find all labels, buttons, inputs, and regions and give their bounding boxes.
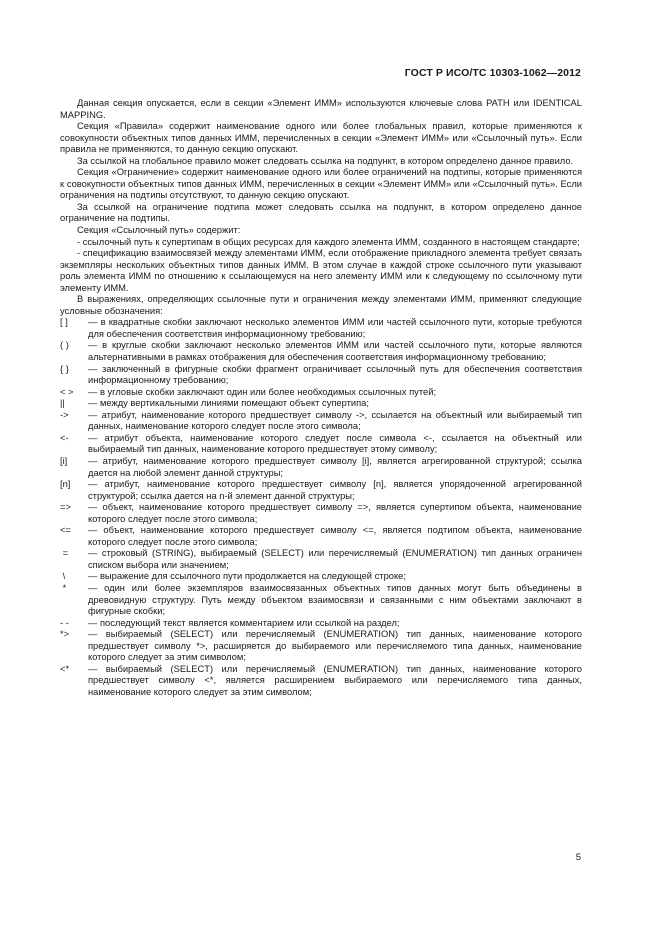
list-item: - ссылочный путь к супертипам в общих ресурсах для каждого элемента ИММ, созданного в настоящем стандарте; bbox=[77, 236, 580, 247]
notation-symbol: ( ) bbox=[60, 340, 69, 351]
notation-symbol: < > bbox=[60, 386, 74, 397]
list-item: - спецификацию взаимосвязей между элементами ИММ, если отображение прикладного элемента требует связать экземпляры нескольких объектных типов данных ИММ. В этом случае в каждой строке ссылочного пути указывают роль элемента ИММ по отношению к ссылающемуся на него элементу ИММ или к следующему по ссылочному пути элементу ИММ. bbox=[60, 248, 582, 293]
notation-item bbox=[60, 525, 582, 548]
page-body bbox=[60, 98, 582, 698]
notation-item bbox=[60, 583, 582, 618]
notation-item bbox=[60, 629, 582, 664]
paragraph: Данная секция опускается, если в секции «Элемент ИММ» используются ключевые слова PATH или IDENTICAL MAPPING. bbox=[60, 98, 582, 120]
notation-text: — выбираемый (SELECT) или перечисляемый (ENUMERATION) тип данных, наименование которого предшествует символу <*, является расширением выбираемого или перечисляемого типа данных, наименование которого следует за этим символом; bbox=[88, 663, 582, 697]
notation-item bbox=[60, 571, 582, 583]
notation-text: — атрибут, наименование которого предшествует символу [i], является агрегированной структурой; ссылка дается на любой элемент данной структуры; bbox=[88, 455, 582, 478]
notation-text: — атрибут, наименование которого предшествует символу [n], является упорядоченной агрегированной структурой; ссылка дается на n-й элемент данной структуры; bbox=[88, 479, 582, 501]
notation-list bbox=[60, 317, 582, 698]
page-number: 5 bbox=[575, 852, 581, 863]
notation-symbol: <* bbox=[60, 663, 70, 674]
notation-text: — в угловые скобки заключают один или более необходимых ссылочных путей; bbox=[88, 386, 437, 397]
notation-symbol: [ ] bbox=[60, 317, 68, 328]
paragraph: Секция «Ссылочный путь» содержит: bbox=[77, 225, 241, 236]
notation-text: — последующий текст является комментарием или ссылкой на раздел; bbox=[88, 617, 400, 628]
notation-symbol: = bbox=[60, 548, 69, 559]
paragraph: За ссылкой на глобальное правило может следовать ссылка на подпункт, в котором определено данное правило. bbox=[77, 155, 574, 166]
notation-symbol: { } bbox=[60, 363, 69, 374]
notation-text: — атрибут, наименование которого предшествует символу ->, ссылается на объектный или выбираемый тип данных, наименование которого следует после этого символа; bbox=[88, 409, 582, 432]
notation-item bbox=[60, 364, 582, 387]
notation-text: — объект, наименование которого предшествует символу =>, является супертипом объекта, наименование которого следует после этого символа; bbox=[88, 502, 582, 524]
notation-symbol: [n] bbox=[60, 479, 71, 490]
paragraph: За ссылкой на ограничение подтипа может следовать ссылка на подпункт, в котором определено данное ограничение на подтипы. bbox=[60, 201, 582, 224]
notation-symbol: <- bbox=[60, 432, 69, 443]
notation-symbol: - - bbox=[60, 617, 69, 628]
notation-item bbox=[60, 456, 582, 479]
notation-text: — в круглые скобки заключают несколько элементов ИММ или частей ссылочного пути, которые являются альтернативными в рамках отображения для обеспечения соответствия информационному требованию; bbox=[88, 340, 582, 363]
notation-item bbox=[60, 479, 582, 502]
paragraph: Секция «Правила» содержит наименование одного или более глобальных правил, которые применяются к совокупности объектных типов данных ИММ, перечисленных в секции «Элемент ИММ» или «Ссылочный путь». Если правила не применяются, то данную секцию опускают. bbox=[60, 121, 582, 155]
notation-symbol: || bbox=[60, 398, 65, 409]
notation-text: — строковый (STRING), выбираемый (SELECT) или перечисляемый (ENUMERATION) тип данных ограничен списком выбора или значением; bbox=[88, 548, 582, 570]
notation-text: — выражение для ссылочного пути продолжается на следующей строке; bbox=[88, 571, 406, 582]
notation-item bbox=[60, 317, 582, 340]
notation-text: — объект, наименование которого предшествует символу <=, является подтипом объекта, наименование которого следует после этого символа; bbox=[88, 525, 582, 547]
notation-symbol: \ bbox=[60, 571, 66, 582]
notation-item bbox=[60, 664, 582, 699]
notation-symbol: [i] bbox=[60, 455, 68, 466]
notation-item bbox=[60, 340, 582, 363]
notation-item bbox=[60, 618, 582, 630]
notation-text: — в квадратные скобки заключают несколько элементов ИММ или частей ссылочного пути, которые требуются для обеспечения соответствия информационному требованию; bbox=[88, 317, 582, 339]
notation-text: — между вертикальными линиями помещают объект супертипа; bbox=[88, 398, 369, 409]
notation-item bbox=[60, 548, 582, 571]
notation-text: — атрибут объекта, наименование которого следует после символа <-, ссылается на объектный или выбираемый тип данных, наименование которого предшествует этому символу; bbox=[88, 432, 582, 455]
notation-symbol: * bbox=[60, 582, 67, 593]
notation-text: — один или более экземпляров взаимосвязанных объектных типов данных могут быть объединены в древовидную структуру. Путь между объектом взаимосвязи и связанными с ним объектами заключают в фигурные скобки; bbox=[88, 582, 582, 617]
notation-symbol: *> bbox=[60, 629, 70, 640]
paragraph: Секция «Ограничение» содержит наименование одного или более ограничений на подтипы, которые применяются к совокупности объектных типов данных ИММ, перечисленных в секции «Элемент ИММ» или «Ссылочный путь». Если ограничения на подтипы отсутствуют, то данную секцию опускают. bbox=[60, 167, 582, 201]
notation-item bbox=[60, 410, 582, 433]
notation-text: — заключенный в фигурные скобки фрагмент ограничивает ссылочный путь для обеспечения соответствия информационному требованию; bbox=[88, 363, 582, 386]
notation-symbol: <= bbox=[60, 525, 71, 536]
notation-symbol: -> bbox=[60, 409, 69, 420]
notation-item bbox=[60, 433, 582, 456]
notation-item bbox=[60, 387, 582, 399]
notation-symbol: => bbox=[60, 502, 71, 513]
notation-item bbox=[60, 398, 582, 410]
notation-text: — выбираемый (SELECT) или перечисляемый (ENUMERATION) тип данных, наименование которого предшествует символу *>, расширяется до выбираемого или перечисляемого типа данных, наименование которого следует за этим символом; bbox=[88, 629, 582, 663]
paragraph: В выражениях, определяющих ссылочные пути и ограничения между элементами ИММ, применяют следующие условные обозначения: bbox=[60, 294, 582, 316]
document-header: ГОСТ Р ИСО/ТС 10303-1062—2012 bbox=[404, 67, 581, 79]
notation-item bbox=[60, 502, 582, 525]
